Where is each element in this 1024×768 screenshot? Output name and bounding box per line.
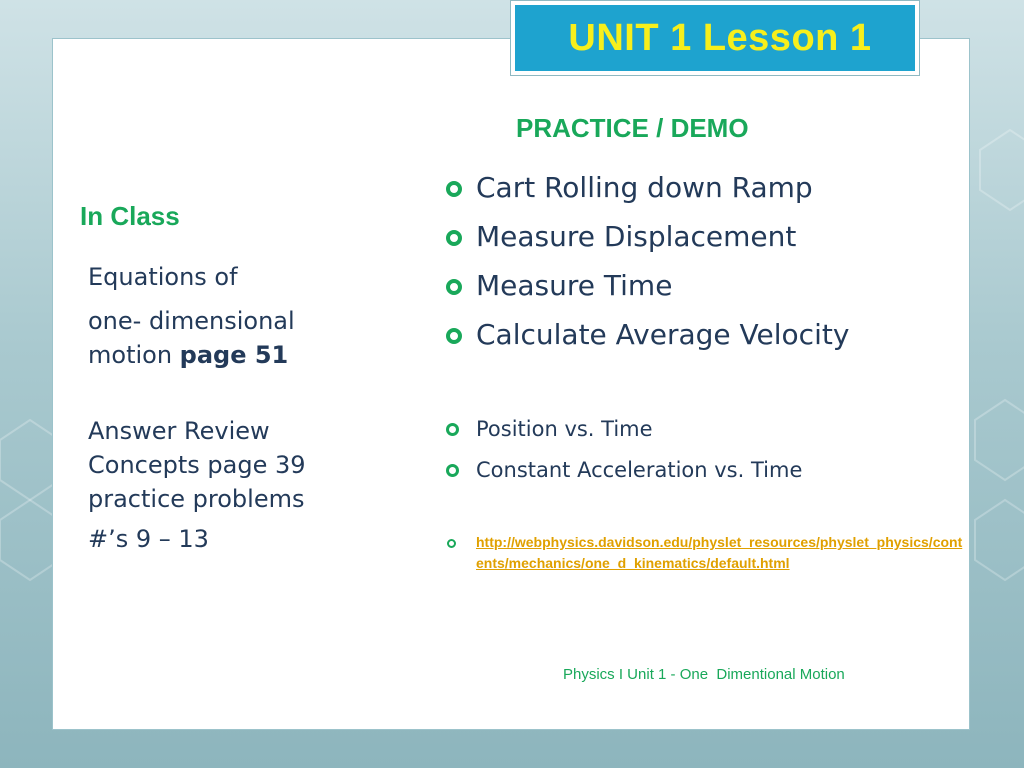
bullet-circle-icon [446, 328, 462, 344]
graph-bullet-list [444, 412, 802, 494]
slide-title: UNIT 1 Lesson 1 [568, 16, 872, 59]
review-line-4: #’s 9 – 13 [88, 525, 209, 553]
spacer [88, 372, 418, 406]
in-class-content [88, 260, 418, 556]
in-class-heading: In Class [80, 201, 180, 231]
practice-demo-heading: PRACTICE / DEMO [516, 113, 749, 143]
bullet-text: Constant Acceleration vs. Time [476, 458, 803, 482]
page-reference: page 51 [179, 341, 289, 369]
bullet-circle-icon [446, 464, 459, 477]
list-item [444, 266, 849, 315]
title-banner [510, 0, 920, 76]
bullet-text: Cart Rolling down Ramp [476, 171, 813, 204]
demo-bullet-list [444, 168, 849, 364]
review-line-3: practice problems [88, 485, 305, 513]
bullet-circle-icon [446, 230, 462, 246]
title-banner-fill [515, 5, 915, 71]
equations-line-1: Equations of [88, 263, 238, 291]
bullet-circle-icon [446, 423, 459, 436]
slide-footer: Physics I Unit 1 - One Dimentional Motion [563, 666, 845, 683]
bullet-text: Measure Time [476, 269, 673, 302]
list-item [444, 315, 849, 364]
resource-link-item [444, 532, 964, 574]
list-item [444, 412, 802, 453]
bullet-text: Measure Displacement [476, 220, 797, 253]
bullet-circle-icon [446, 181, 462, 197]
bullet-circle-icon [446, 279, 462, 295]
bullet-text: Calculate Average Velocity [476, 318, 850, 351]
list-item [444, 168, 849, 217]
list-item [444, 217, 849, 266]
review-line-2: Concepts page 39 [88, 451, 306, 479]
bullet-circle-icon [447, 539, 456, 548]
equations-line-2: one- dimensional [88, 307, 295, 335]
review-line-1: Answer Review [88, 417, 270, 445]
equations-line-3 [88, 338, 418, 372]
equations-line-3-text: motion [88, 341, 180, 369]
physlet-resource-link[interactable]: http://webphysics.davidson.edu/physlet_resources/physlet_physics/contents/mechanics/one_d_kinematics/default.html [476, 534, 963, 571]
list-item [444, 453, 802, 494]
bullet-text: Position vs. Time [476, 417, 653, 441]
